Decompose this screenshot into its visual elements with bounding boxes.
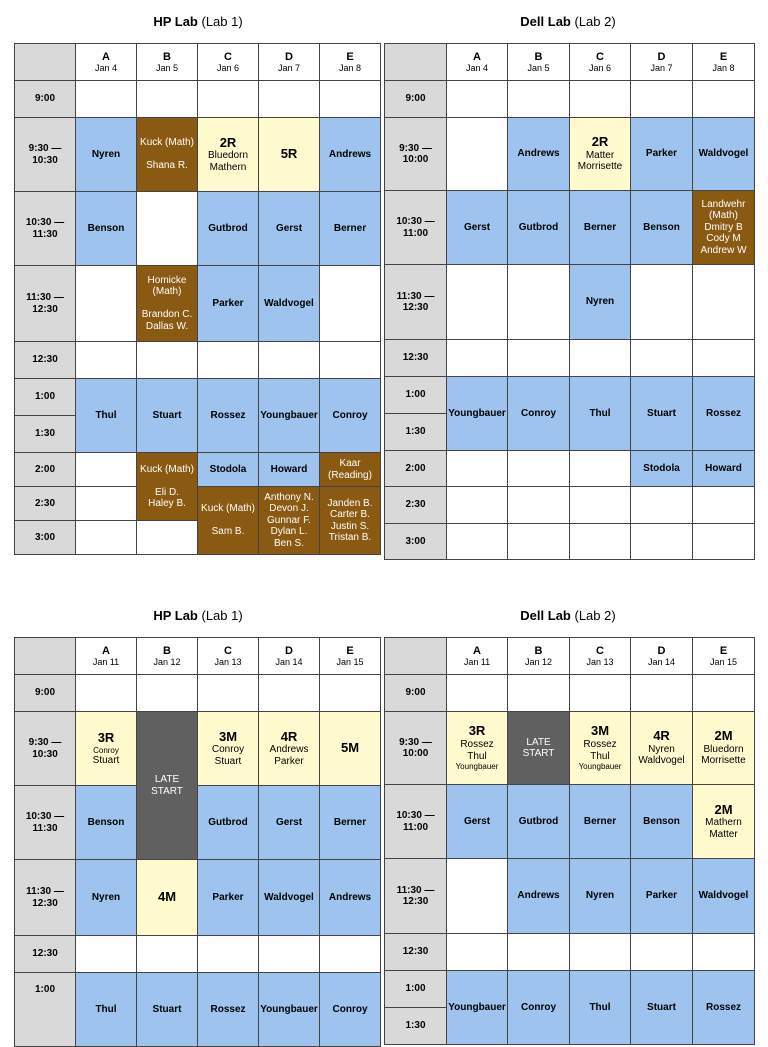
title-bold: Dell Lab [520,14,571,29]
teacher-names: Matter Morrisette [577,149,623,173]
late-start-cell: LATE START [137,712,198,860]
slot-cell [137,521,198,555]
time-label: 10:30 — 11:30 [15,192,76,266]
slot-cell [447,524,508,560]
day-header: E Jan 15 [693,638,755,675]
class-code: 2R [591,134,609,150]
slot-cell [259,936,320,973]
time-label: 1:00 [15,379,76,416]
time-row [15,973,381,1047]
slot-cell [137,342,198,379]
slot-cell [259,342,320,379]
slot-cell [137,860,198,936]
slot-cell [320,675,381,712]
slot-cell [76,342,137,379]
time-row [15,266,381,342]
time-label: 2:30 [15,487,76,521]
time-row [385,81,755,118]
slot-cell [76,712,137,786]
slot-cell [198,342,259,379]
time-label: 9:30 — 10:30 [15,712,76,786]
slot-cell [447,859,508,934]
hp-lab-schedule-week1 [14,43,381,555]
slot-cell: Benson [631,785,693,859]
slot-cell: Benson [631,191,693,265]
slot-cell: Nyren [76,860,137,936]
slot-cell: Berner [570,785,631,859]
header-row [15,44,381,81]
time-label: 9:30 — 10:00 [385,118,447,191]
corner-cell [385,44,447,81]
slot-cell: Berner [320,786,381,860]
dell-lab-schedule-week2 [384,637,755,1045]
time-row [15,936,381,973]
time-row [385,377,755,414]
slot-cell: Kaar (Reading) [320,453,381,487]
time-row [15,118,381,192]
slot-cell: Landwehr (Math) Dmitry B Cody M Andrew W [693,191,755,265]
slot-cell: Andrews [508,859,570,934]
slot-cell: Waldvogel [259,860,320,936]
time-label: 1:30 [385,1008,447,1045]
slot-cell: Anthony N. Devon J. Gunnar F. Dylan L. Ben S. [259,487,320,555]
slot-cell: Kuck (Math) Shana R. [137,118,198,192]
slot-cell [570,524,631,560]
slot-cell: Howard [693,451,755,487]
time-row [385,340,755,377]
time-label: 3:00 [385,524,447,560]
time-row [15,342,381,379]
teacher-name: Conroy [93,745,119,755]
slot-cell: Youngbauer [259,379,320,453]
slot-cell [447,487,508,524]
slot-cell [693,712,755,785]
slot-cell [320,936,381,973]
slot-cell: Kuck (Math) Eli D. Haley B. [137,453,198,521]
slot-cell [631,340,693,377]
slot-cell [693,487,755,524]
title-bold: Dell Lab [520,608,571,623]
late-start-cell: LATE START [508,712,570,785]
day-header: E Jan 8 [693,44,755,81]
teacher-names: Andrews Parker [269,744,309,767]
time-row [385,785,755,859]
slot-cell: Gutbrod [198,192,259,266]
time-row [385,191,755,265]
time-row [15,860,381,936]
slot-cell [137,675,198,712]
class-code: 5M [340,740,360,756]
teacher-name: Youngbauer [578,762,622,772]
time-label: 1:30 [15,416,76,453]
slot-cell: Stuart [137,379,198,453]
slot-cell [508,934,570,971]
slot-cell: Conroy [508,377,570,451]
slot-cell [508,675,570,712]
slot-cell [570,675,631,712]
slot-cell: Stodola [198,453,259,487]
time-label: 10:30 — 11:00 [385,191,447,265]
time-row [385,712,755,785]
slot-cell: Waldvogel [259,266,320,342]
time-label: 1:00 [385,377,447,414]
time-label: 9:00 [15,675,76,712]
time-row [385,524,755,560]
slot-cell [631,524,693,560]
teacher-names: Rossez Thul [583,739,617,762]
dell-lab-schedule-week1 [384,43,755,560]
day-header: B Jan 5 [508,44,570,81]
day-header: A Jan 11 [76,638,137,675]
slot-cell: Stuart [631,377,693,451]
slot-cell: Andrews [320,860,381,936]
slot-cell: Howard [259,453,320,487]
slot-cell [693,81,755,118]
header-row [385,638,755,675]
slot-cell: Conroy [320,973,381,1047]
time-row [15,453,381,487]
time-label: 2:00 [385,451,447,487]
slot-cell [693,265,755,340]
slot-cell [320,81,381,118]
slot-cell [137,192,198,266]
slot-cell: Youngbauer [447,377,508,451]
teacher-names: Conroy Stuart [211,744,245,767]
title-rest: (Lab 2) [570,608,616,623]
slot-cell [320,342,381,379]
slot-cell: Gutbrod [198,786,259,860]
teacher-names: Mathern Matter [705,817,742,840]
time-label: 11:30 — 12:30 [15,860,76,936]
time-label: 1:00 [385,971,447,1008]
time-row [15,379,381,416]
teacher-names: Nyren Waldvogel [638,743,685,767]
slot-cell: Andrews [508,118,570,191]
time-label: 9:30 — 10:00 [385,712,447,785]
corner-cell [15,638,76,675]
teacher-names: Bluedorn Mathern [207,150,249,173]
time-row [385,971,755,1008]
slot-cell [76,675,137,712]
slot-cell [631,934,693,971]
class-code: 4R [653,728,670,744]
slot-cell [447,340,508,377]
class-code: 2M [714,728,733,744]
class-code: 3M [590,723,610,739]
title-bold: HP Lab [153,14,198,29]
time-label: 12:30 [385,934,447,971]
slot-cell [508,524,570,560]
corner-cell [385,638,447,675]
slot-cell [631,712,693,785]
slot-cell: Youngbauer [447,971,508,1045]
slot-cell [693,675,755,712]
slot-cell: Berner [320,192,381,266]
slot-cell: Thul [570,377,631,451]
slot-cell [447,712,508,785]
slot-cell [137,81,198,118]
time-label: 9:00 [385,81,447,118]
slot-cell: Parker [198,860,259,936]
slot-cell [570,118,631,191]
time-label: 10:30 — 11:30 [15,786,76,860]
slot-cell [631,81,693,118]
slot-cell [76,936,137,973]
slot-cell [508,487,570,524]
slot-cell [508,451,570,487]
day-header: A Jan 4 [447,44,508,81]
slot-cell [447,451,508,487]
class-code: 3M [218,728,238,744]
time-row [15,786,381,860]
dell-lab-title-week2 [468,608,668,623]
slot-cell [631,487,693,524]
time-label: 9:00 [385,675,447,712]
day-header: C Jan 13 [570,638,631,675]
slot-cell: Conroy [320,379,381,453]
time-row [15,192,381,266]
slot-cell: Parker [631,118,693,191]
time-label: 9:30 — 10:30 [15,118,76,192]
slot-cell: Conroy [508,971,570,1045]
day-header: E Jan 15 [320,638,381,675]
slot-cell [259,675,320,712]
slot-cell: Benson [76,786,137,860]
slot-cell [198,712,259,786]
slot-cell: Nyren [76,118,137,192]
day-header: D Jan 14 [259,638,320,675]
slot-cell: Stodola [631,451,693,487]
slot-cell: Gerst [447,785,508,859]
slot-cell: Rossez [693,971,755,1045]
time-label: 1:30 [385,414,447,451]
day-header: A Jan 4 [76,44,137,81]
slot-cell [447,81,508,118]
slot-cell [508,81,570,118]
slot-cell: Andrews [320,118,381,192]
day-header: B Jan 5 [137,44,198,81]
class-code: 2M [714,801,733,817]
slot-cell: Gerst [447,191,508,265]
slot-cell [320,266,381,342]
time-label: 12:30 [15,342,76,379]
slot-cell [570,340,631,377]
header-row [385,44,755,81]
slot-cell [570,81,631,118]
slot-cell [76,81,137,118]
class-code: 3R [97,729,115,745]
slot-cell [631,265,693,340]
slot-cell [693,785,755,859]
slot-cell [320,712,381,786]
time-row [385,487,755,524]
time-label: 2:00 [15,453,76,487]
slot-cell: Rossez [198,379,259,453]
slot-cell [198,118,259,192]
time-label: 11:30 — 12:30 [385,265,447,340]
hp-lab-title-week1 [98,14,298,29]
title-rest: (Lab 1) [197,14,243,29]
class-code: 5R [280,146,298,162]
teacher-name: Stuart [92,754,120,766]
slot-cell: Waldvogel [693,118,755,191]
title-rest: (Lab 2) [570,14,616,29]
day-header: D Jan 7 [631,44,693,81]
slot-cell [570,451,631,487]
slot-cell [76,266,137,342]
day-header: E Jan 8 [320,44,381,81]
header-row [15,638,381,675]
time-label: 11:30 — 12:30 [385,859,447,934]
slot-cell: Youngbauer [259,973,320,1047]
slot-cell [447,934,508,971]
slot-cell [570,487,631,524]
slot-cell [570,934,631,971]
time-row [385,675,755,712]
slot-cell: Rossez [198,973,259,1047]
slot-cell: Berner [570,191,631,265]
slot-cell: Rossez [693,377,755,451]
teacher-names: Bluedorn Morrisette [701,743,746,767]
slot-cell [508,340,570,377]
slot-cell [198,936,259,973]
day-header: C Jan 13 [198,638,259,675]
slot-cell: Homicke (Math) Brandon C. Dallas W. [137,266,198,342]
slot-cell [259,81,320,118]
slot-cell: Janden B. Carter B. Justin S. Tristan B. [320,487,381,555]
time-label: 9:00 [15,81,76,118]
slot-cell: Waldvogel [693,859,755,934]
teacher-name: Youngbauer [455,762,499,772]
time-row [15,487,381,521]
time-label: 12:30 [15,936,76,973]
day-header: B Jan 12 [137,638,198,675]
slot-cell [447,118,508,191]
slot-cell: Thul [76,379,137,453]
class-code: 2R [219,134,237,150]
slot-cell [447,675,508,712]
slot-cell [76,453,137,487]
slot-cell [76,521,137,555]
time-row [15,712,381,786]
class-code: 3R [468,723,486,739]
slot-cell [508,265,570,340]
slot-cell [198,81,259,118]
slot-cell: Benson [76,192,137,266]
title-bold: HP Lab [153,608,198,623]
time-label: 10:30 — 11:00 [385,785,447,859]
dell-lab-title-week1 [468,14,668,29]
slot-cell: Stuart [631,971,693,1045]
hp-lab-schedule-week2 [14,637,381,1047]
day-header: B Jan 12 [508,638,570,675]
hp-lab-title-week2 [98,608,298,623]
time-row [385,451,755,487]
slot-cell [693,340,755,377]
time-row [385,859,755,934]
day-header: A Jan 11 [447,638,508,675]
slot-cell: Kuck (Math) Sam B. [198,487,259,555]
time-row [15,675,381,712]
time-row [15,81,381,118]
day-header: C Jan 6 [198,44,259,81]
slot-cell [447,265,508,340]
class-code: 4M [157,889,177,905]
slot-cell [259,118,320,192]
time-label: 12:30 [385,340,447,377]
corner-cell [15,44,76,81]
slot-cell [259,712,320,786]
slot-cell: Gerst [259,786,320,860]
slot-cell: Nyren [570,265,631,340]
slot-cell: Parker [631,859,693,934]
title-rest: (Lab 1) [197,608,243,623]
slot-cell: Gutbrod [508,785,570,859]
slot-cell [198,675,259,712]
slot-cell [137,936,198,973]
class-code: 4R [280,728,298,744]
teacher-names: Rossez Thul [460,739,494,762]
time-row [385,118,755,191]
slot-cell: Thul [76,973,137,1047]
slot-cell [631,675,693,712]
slot-cell: Gerst [259,192,320,266]
day-header: D Jan 7 [259,44,320,81]
slot-cell: Thul [570,971,631,1045]
slot-cell [76,487,137,521]
time-row [385,934,755,971]
time-label: 11:30 — 12:30 [15,266,76,342]
slot-cell: Nyren [570,859,631,934]
day-header: D Jan 14 [631,638,693,675]
slot-cell: Stuart [137,973,198,1047]
time-row [385,265,755,340]
time-label: 3:00 [15,521,76,555]
day-header: C Jan 6 [570,44,631,81]
slot-cell [570,712,631,785]
time-label: 2:30 [385,487,447,524]
slot-cell: Gutbrod [508,191,570,265]
time-label: 1:00 [15,973,76,1047]
slot-cell: Parker [198,266,259,342]
slot-cell [693,524,755,560]
slot-cell [693,934,755,971]
